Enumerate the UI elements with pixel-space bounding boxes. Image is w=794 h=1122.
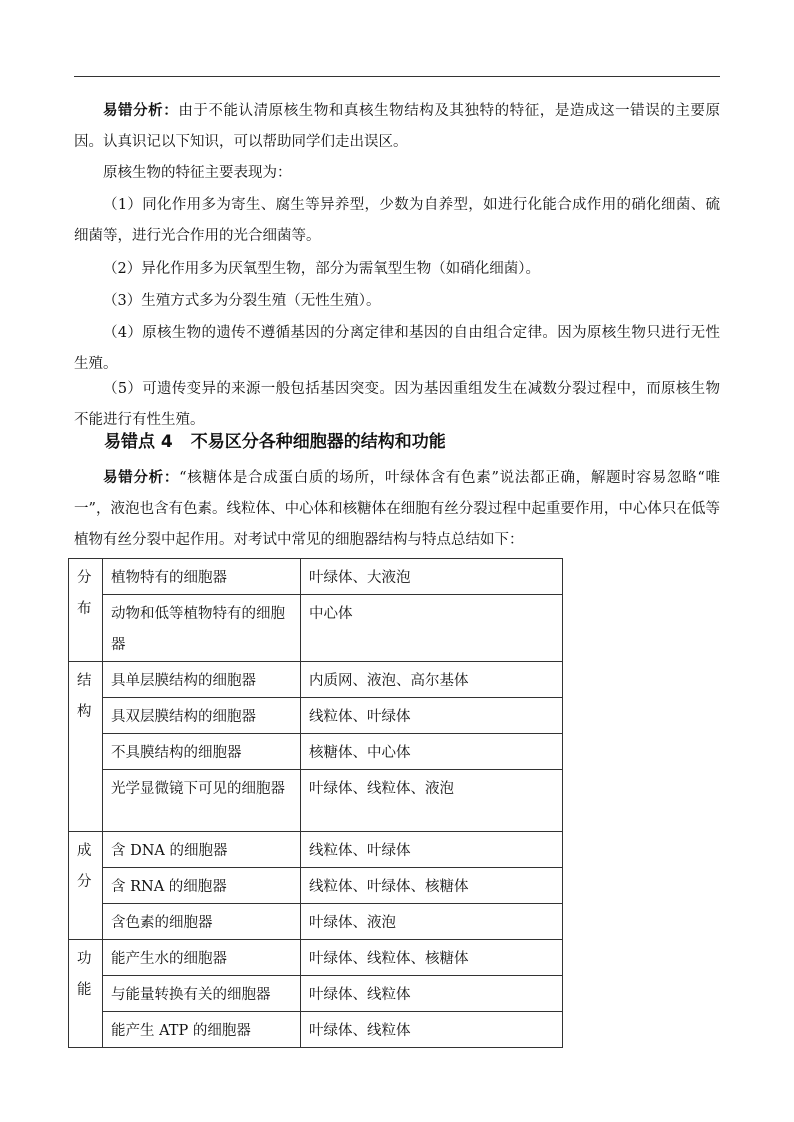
error-analysis-label: 易错分析： bbox=[103, 103, 179, 119]
table-cell-desc: 动物和低等植物特有的细胞器 bbox=[103, 595, 301, 662]
section-heading bbox=[104, 428, 446, 456]
paragraph-point-3: （3）生殖方式多为分裂生殖（无性生殖）。 bbox=[103, 293, 381, 309]
category-cell-composition: 成分 bbox=[69, 832, 103, 940]
paragraph-error-analysis-1 bbox=[74, 96, 720, 158]
table-row bbox=[69, 559, 563, 595]
table-row bbox=[69, 940, 563, 976]
table-row bbox=[69, 662, 563, 698]
table-cell-value: 叶绿体、液泡 bbox=[301, 904, 563, 940]
table-cell-value: 叶绿体、大液泡 bbox=[301, 559, 563, 595]
table-cell-desc: 能产生水的细胞器 bbox=[103, 940, 301, 976]
table-cell-desc: 含 RNA 的细胞器 bbox=[103, 868, 301, 904]
table-row bbox=[69, 868, 563, 904]
table-cell-desc: 含 DNA 的细胞器 bbox=[103, 832, 301, 868]
table-row bbox=[69, 698, 563, 734]
heading-title: 不易区分各种细胞器的结构和功能 bbox=[190, 432, 446, 452]
paragraph-point-2: （2）异化作用多为厌氧型生物，部分为需氧型生物（如硝化细菌）。 bbox=[103, 261, 540, 277]
category-cell-function: 功能 bbox=[69, 940, 103, 1048]
table-cell-value: 叶绿体、线粒体 bbox=[301, 1012, 563, 1048]
paragraph-point-5: （5）可遗传变异的来源一般包括基因突变。因为基因重组发生在减数分裂过程中，而原核生物不能进行有性生殖。 bbox=[74, 381, 720, 428]
table-row bbox=[69, 832, 563, 868]
error-analysis-text: 由于不能认清原核生物和真核生物结构及其独特的特征，是造成这一错误的主要原因。认真识记以下知识，可以帮助同学们走出误区。 bbox=[74, 103, 720, 150]
table-row bbox=[69, 734, 563, 770]
paragraph-error-analysis-2 bbox=[74, 463, 720, 556]
table-cell-desc: 具双层膜结构的细胞器 bbox=[103, 698, 301, 734]
table-cell-desc: 能产生 ATP 的细胞器 bbox=[103, 1012, 301, 1048]
table-cell-desc: 植物特有的细胞器 bbox=[103, 559, 301, 595]
table-row bbox=[69, 770, 563, 832]
error-analysis-label: 易错分析： bbox=[103, 470, 180, 486]
table-cell-value: 叶绿体、线粒体、核糖体 bbox=[301, 940, 563, 976]
table-cell-desc: 光学显微镜下可见的细胞器 bbox=[103, 770, 301, 832]
table-cell-value: 线粒体、叶绿体 bbox=[301, 698, 563, 734]
table-row bbox=[69, 595, 563, 662]
paragraph-intro: 原核生物的特征主要表现为： bbox=[103, 165, 292, 181]
table-cell-value: 核糖体、中心体 bbox=[301, 734, 563, 770]
table-row bbox=[69, 976, 563, 1012]
paragraph-point-4: （4）原核生物的遗传不遵循基因的分离定律和基因的自由组合定律。因为原核生物只进行无性生殖。 bbox=[74, 325, 720, 372]
category-cell-structure: 结构 bbox=[69, 662, 103, 832]
table-cell-desc: 不具膜结构的细胞器 bbox=[103, 734, 301, 770]
organelle-table bbox=[68, 558, 563, 1048]
table-cell-value: 叶绿体、线粒体、液泡 bbox=[301, 770, 563, 832]
category-cell-distribution: 分布 bbox=[69, 559, 103, 662]
table-cell-value: 内质网、液泡、高尔基体 bbox=[301, 662, 563, 698]
table-cell-desc: 与能量转换有关的细胞器 bbox=[103, 976, 301, 1012]
heading-number: 易错点 4 bbox=[104, 432, 173, 452]
paragraph-point-1: （1）同化作用多为寄生、腐生等异养型，少数为自养型，如进行化能合成作用的硝化细菌、硫细菌等，进行光合作用的光合细菌等。 bbox=[74, 197, 720, 244]
table-cell-desc: 具单层膜结构的细胞器 bbox=[103, 662, 301, 698]
table-cell-value: 中心体 bbox=[301, 595, 563, 662]
error-analysis-text: “核糖体是合成蛋白质的场所，叶绿体含有色素”说法都正确，解题时容易忽略“唯一”，液泡也含有色素。线粒体、中心体和核糖体在细胞有丝分裂过程中起重要作用，中心体只在低等植物有丝分裂中起作用。对考试中常见的细胞器结构与特点总结如下： bbox=[74, 470, 720, 548]
table-cell-value: 线粒体、叶绿体、核糖体 bbox=[301, 868, 563, 904]
header-rule bbox=[74, 76, 720, 77]
table-row bbox=[69, 904, 563, 940]
table-cell-value: 叶绿体、线粒体 bbox=[301, 976, 563, 1012]
table-cell-value: 线粒体、叶绿体 bbox=[301, 832, 563, 868]
table-cell-desc: 含色素的细胞器 bbox=[103, 904, 301, 940]
table-row bbox=[69, 1012, 563, 1048]
